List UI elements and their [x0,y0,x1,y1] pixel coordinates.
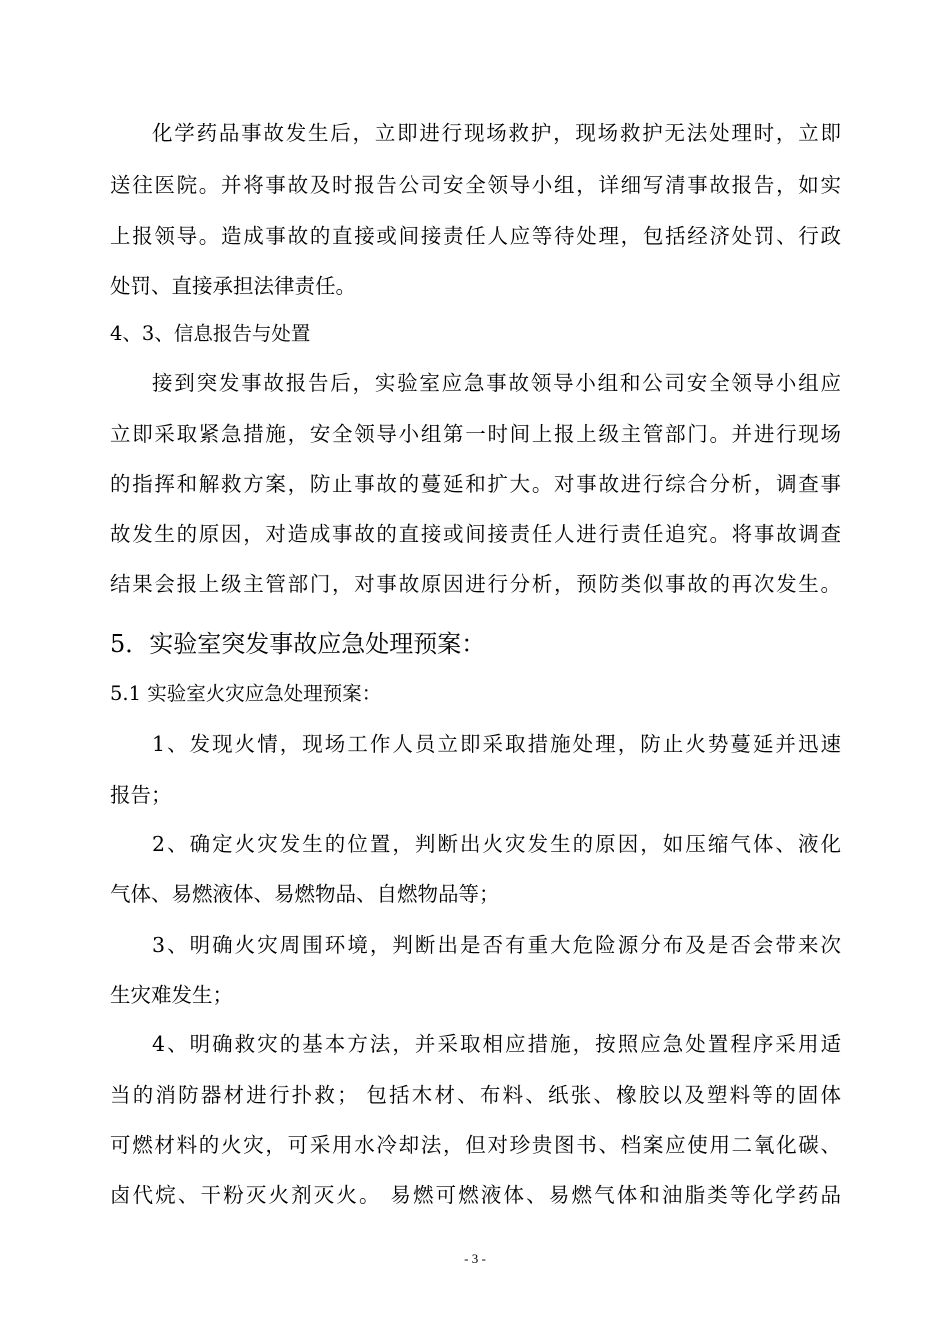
paragraph-line: 卤代烷、干粉灭火剂灭火。 易燃可燃液体、易燃气体和油脂类等化学药品 [110,1183,841,1207]
paragraph-line: 2、确定火灾发生的位置，判断出火灾发生的原因，如压缩气体、液化 [152,832,841,856]
paragraph-line: 立即采取紧急措施，安全领导小组第一时间上报上级主管部门。并进行现场 [110,422,841,446]
paragraph-line: 3、明确火灾周围环境，判断出是否有重大危险源分布及是否会带来次 [152,933,841,957]
paragraph-line: 气体、易燃液体、易燃物品、自燃物品等； [110,882,500,906]
section-heading-5: 5．实验室突发事故应急处理预案： [110,630,486,658]
paragraph-line: 结果会报上级主管部门，对事故原因进行分析，预防类似事故的再次发生。 [110,572,841,596]
paragraph-line: 当的消防器材进行扑救； 包括木材、布料、纸张、橡胶以及塑料等的固体 [110,1083,841,1107]
paragraph-line: 上报领导。造成事故的直接或间接责任人应等待处理，包括经济处罚、行政 [110,224,841,248]
paragraph-line: 的指挥和解救方案，防止事故的蔓延和扩大。对事故进行综合分析，调查事 [110,472,841,496]
paragraph-line: 4、明确救灾的基本方法，并采取相应措施，按照应急处置程序采用适 [152,1032,841,1056]
paragraph-line: 送往医院。并将事故及时报告公司安全领导小组，详细写清事故报告，如实 [110,173,841,197]
paragraph-line: 报告； [110,783,172,807]
paragraph-line: 处罚、直接承担法律责任。 [110,274,356,298]
paragraph-line: 可燃材料的火灾，可采用水冷却法，但对珍贵图书、档案应使用二氧化碳、 [110,1133,841,1157]
page-number: - 3 - [464,1251,486,1266]
paragraph-line: 生灾难发生； [110,983,233,1007]
paragraph-line: 1、发现火情，现场工作人员立即采取措施处理，防止火势蔓延并迅速 [152,732,841,756]
subsection-heading-5-1: 5.1 实验室火灾应急处理预案： [110,682,382,705]
paragraph-line: 接到突发事故报告后，实验室应急事故领导小组和公司安全领导小组应 [152,371,841,395]
section-heading-4-3: 4、3、信息报告与处置 [110,322,311,345]
paragraph-line: 化学药品事故发生后，立即进行现场救护，现场救护无法处理时，立即 [152,121,841,145]
paragraph-line: 故发生的原因，对造成事故的直接或间接责任人进行责任追究。将事故调查 [110,522,841,546]
